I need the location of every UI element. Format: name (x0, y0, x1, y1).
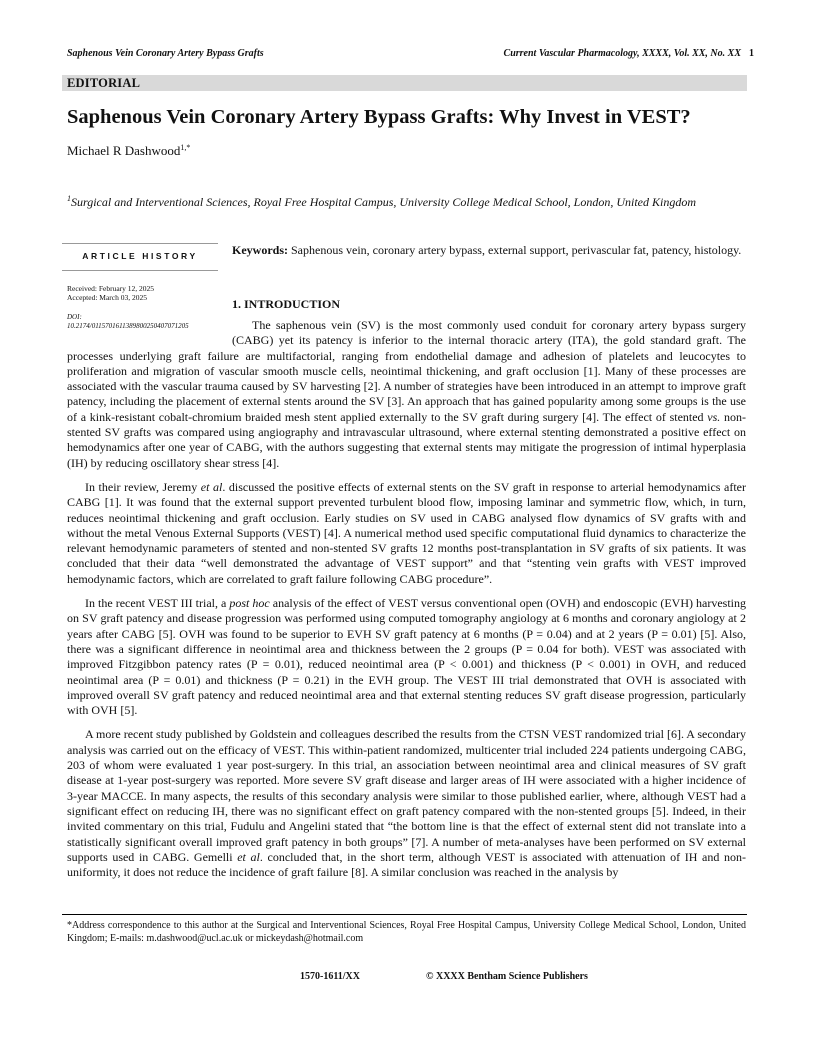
paragraph-2: In their review, Jeremy et al. discussed the positive effects of external stents on the SV graft in response to arterial hemodynamics after CABG [1]. It was found that the external support prevented turbulent blood flow, imposing laminar and symmetric flow, which, in turn, reduces neointimal thickening and graft occlusion. Early studies on SV used in CABG analysed flow dynamics of SV grafts with and without the metal Venous External Supports (VEST) [4]. A numerical method used specific computational fluid dynamics to characterize the relevant hemodynamic parameters of stented and non-stented SV grafts 12 months post-transplantation in SV grafts of six patients. It was concluded that their data “well demonstrated the advantage of VEST support” and that “stenting vein grafts with VEST improved hemodynamic factors, which are correlated to graft failure following CABG procedure”. (67, 479, 747, 586)
affiliation (67, 190, 717, 211)
article-title: Saphenous Vein Coronary Artery Bypass Grafts: Why Invest in VEST? (67, 106, 691, 128)
introduction-heading: 1. INTRODUCTION (232, 297, 341, 311)
history-rule-bottom (62, 270, 218, 271)
author-marks: 1,* (180, 143, 191, 152)
journal-citation-text: Current Vascular Pharmacology, XXXX, Vol. XX, No. XX (503, 48, 741, 59)
page-number: 1 (749, 48, 754, 59)
author-name: Michael R Dashwood (67, 143, 181, 158)
correspondence-footnote: *Address correspondence to this author at the Surgical and Interventional Sciences, Royal Free Hospital Campus, University College Medical School, London, United Kingdom; E-mails: m.dashwood@ucl.ac.uk or mickeydash@hotmail.com (67, 920, 746, 944)
received-date: Received: February 12, 2025 (67, 284, 155, 293)
keywords-text: Saphenous vein, coronary artery bypass, external support, perivascular fat, patency, histology. (291, 243, 742, 257)
paragraph-1: The saphenous vein (SV) is the most commonly used conduit for coronary artery bypass surgery (CABG) yet its patency is inferior to the internal thoracic artery (ITA), the gold standard graft. The processes underlying graft failure are multifactorial, ranging from endothelial damage and adhesion of platelets and leucocytes to proliferation and migration of vascular smooth muscle cells, neointimal thickening, and graft occlusion [1]. Many of these processes are associated with the vascular trauma caused by SV harvesting [2]. A number of strategies have been introduced in an attempt to improve graft patency, including the placement of external stents around the SV [3]. An approach that has gained popularity among some groups is the use of a kink-resistant cobalt-chromium braided mesh stent applied externally to the SV graft during surgery [4]. The effect of stented vs. non-stented SV grafts was compared using angiography and intravascular ultrasound, where external stenting demonstrated a positive effect on hemodynamics after one year of CABG, with the authors suggesting that external stents may mitigate the progression of intimal hyperplasia (IH) by reducing oscillatory shear stress [4]. (67, 318, 746, 470)
footnote-rule (62, 914, 747, 915)
paragraph-3: In the recent VEST III trial, a post hoc analysis of the effect of VEST versus conventional open (OVH) and endoscopic (EVH) harvesting on SV graft patency and disease progression was performed using computed tomography angiology at 6 months and coronary angiology at 2 years after CABG [5]. OVH was found to be superior to EVH SV graft patency at 6 months (P = 0.04) and at 2 years (P = 0.01) [5]. Also, there was a significant difference in neointimal area and thickness between the 2 groups (P = 0.04 for both). VEST was associated with improved Fitzgibbon patency rates (P = 0.01), reduced neointimal area (P < 0.001) and thickness (P < 0.001) in OVH, and reduced neointimal area (P = 0.01) and thickness (P = 0.21) in the EVH group. The VEST III trial demonstrated that OVH is associated with improved overall SV graft patency and reduced neointimal area and that external stenting reduces SV graft disease progression, particularly with OVH [5]. (67, 596, 747, 718)
copyright: © XXXX Bentham Science Publishers (426, 971, 588, 982)
doi-value: 10.2174/0115701611389800250407071205 (67, 322, 189, 330)
affiliation-mark: 1 (67, 194, 71, 203)
keywords (232, 243, 746, 258)
section-label: EDITORIAL (62, 75, 747, 91)
body-text (67, 318, 746, 889)
issn: 1570-1611/XX (300, 971, 360, 982)
author-line (67, 143, 190, 159)
doi-label: DOI: (67, 313, 82, 321)
accepted-date: Accepted: March 03, 2025 (67, 293, 147, 302)
history-float-spacer (67, 318, 232, 348)
keywords-label: Keywords: (232, 243, 288, 257)
running-title: Saphenous Vein Coronary Artery Bypass Grafts (67, 48, 264, 59)
affiliation-text: Surgical and Interventional Sciences, Royal Free Hospital Campus, University College Medical School, London, United Kingdom (71, 195, 697, 209)
paragraph-4: A more recent study published by Goldstein and colleagues described the results from the CTSN VEST randomized trial [6]. A secondary analysis was carried out on the efficacy of VEST. This within-patient randomized, multicenter trial included 224 patients undergoing CABG, 203 of whom were evaluated 1 year post-surgery. In this trial, an association between neointimal area and clinical measures of SV graft disease at 1-year post-surgery was reported. More severe SV graft disease and larger areas of IH were associated with a higher incidence of 3-year MACCE. In many aspects, the results of this secondary analysis were similar to those published earlier, where, although VEST had a significant effect on reducing IH, there was no significant effect on graft patency compared with the non-stented groups [5]. Indeed, in their invited commentary on this trial, Fudulu and Angelini stated that “the bottom line is that the effect of external stent did not translate into a statistically significant overall improved graft patency in both groups” [7]. A number of meta-analyses have been performed on SV external supports used in CABG. Gemelli et al. concluded that, in the short term, although VEST is associated with attenuation of IH and non-uniformity, it does not reduce the incidence of graft failure [8]. A similar conclusion was reached in the analysis by (67, 727, 747, 880)
journal-citation (504, 48, 754, 59)
history-rule-top (62, 243, 218, 244)
article-history-heading: ARTICLE HISTORY (82, 251, 198, 261)
